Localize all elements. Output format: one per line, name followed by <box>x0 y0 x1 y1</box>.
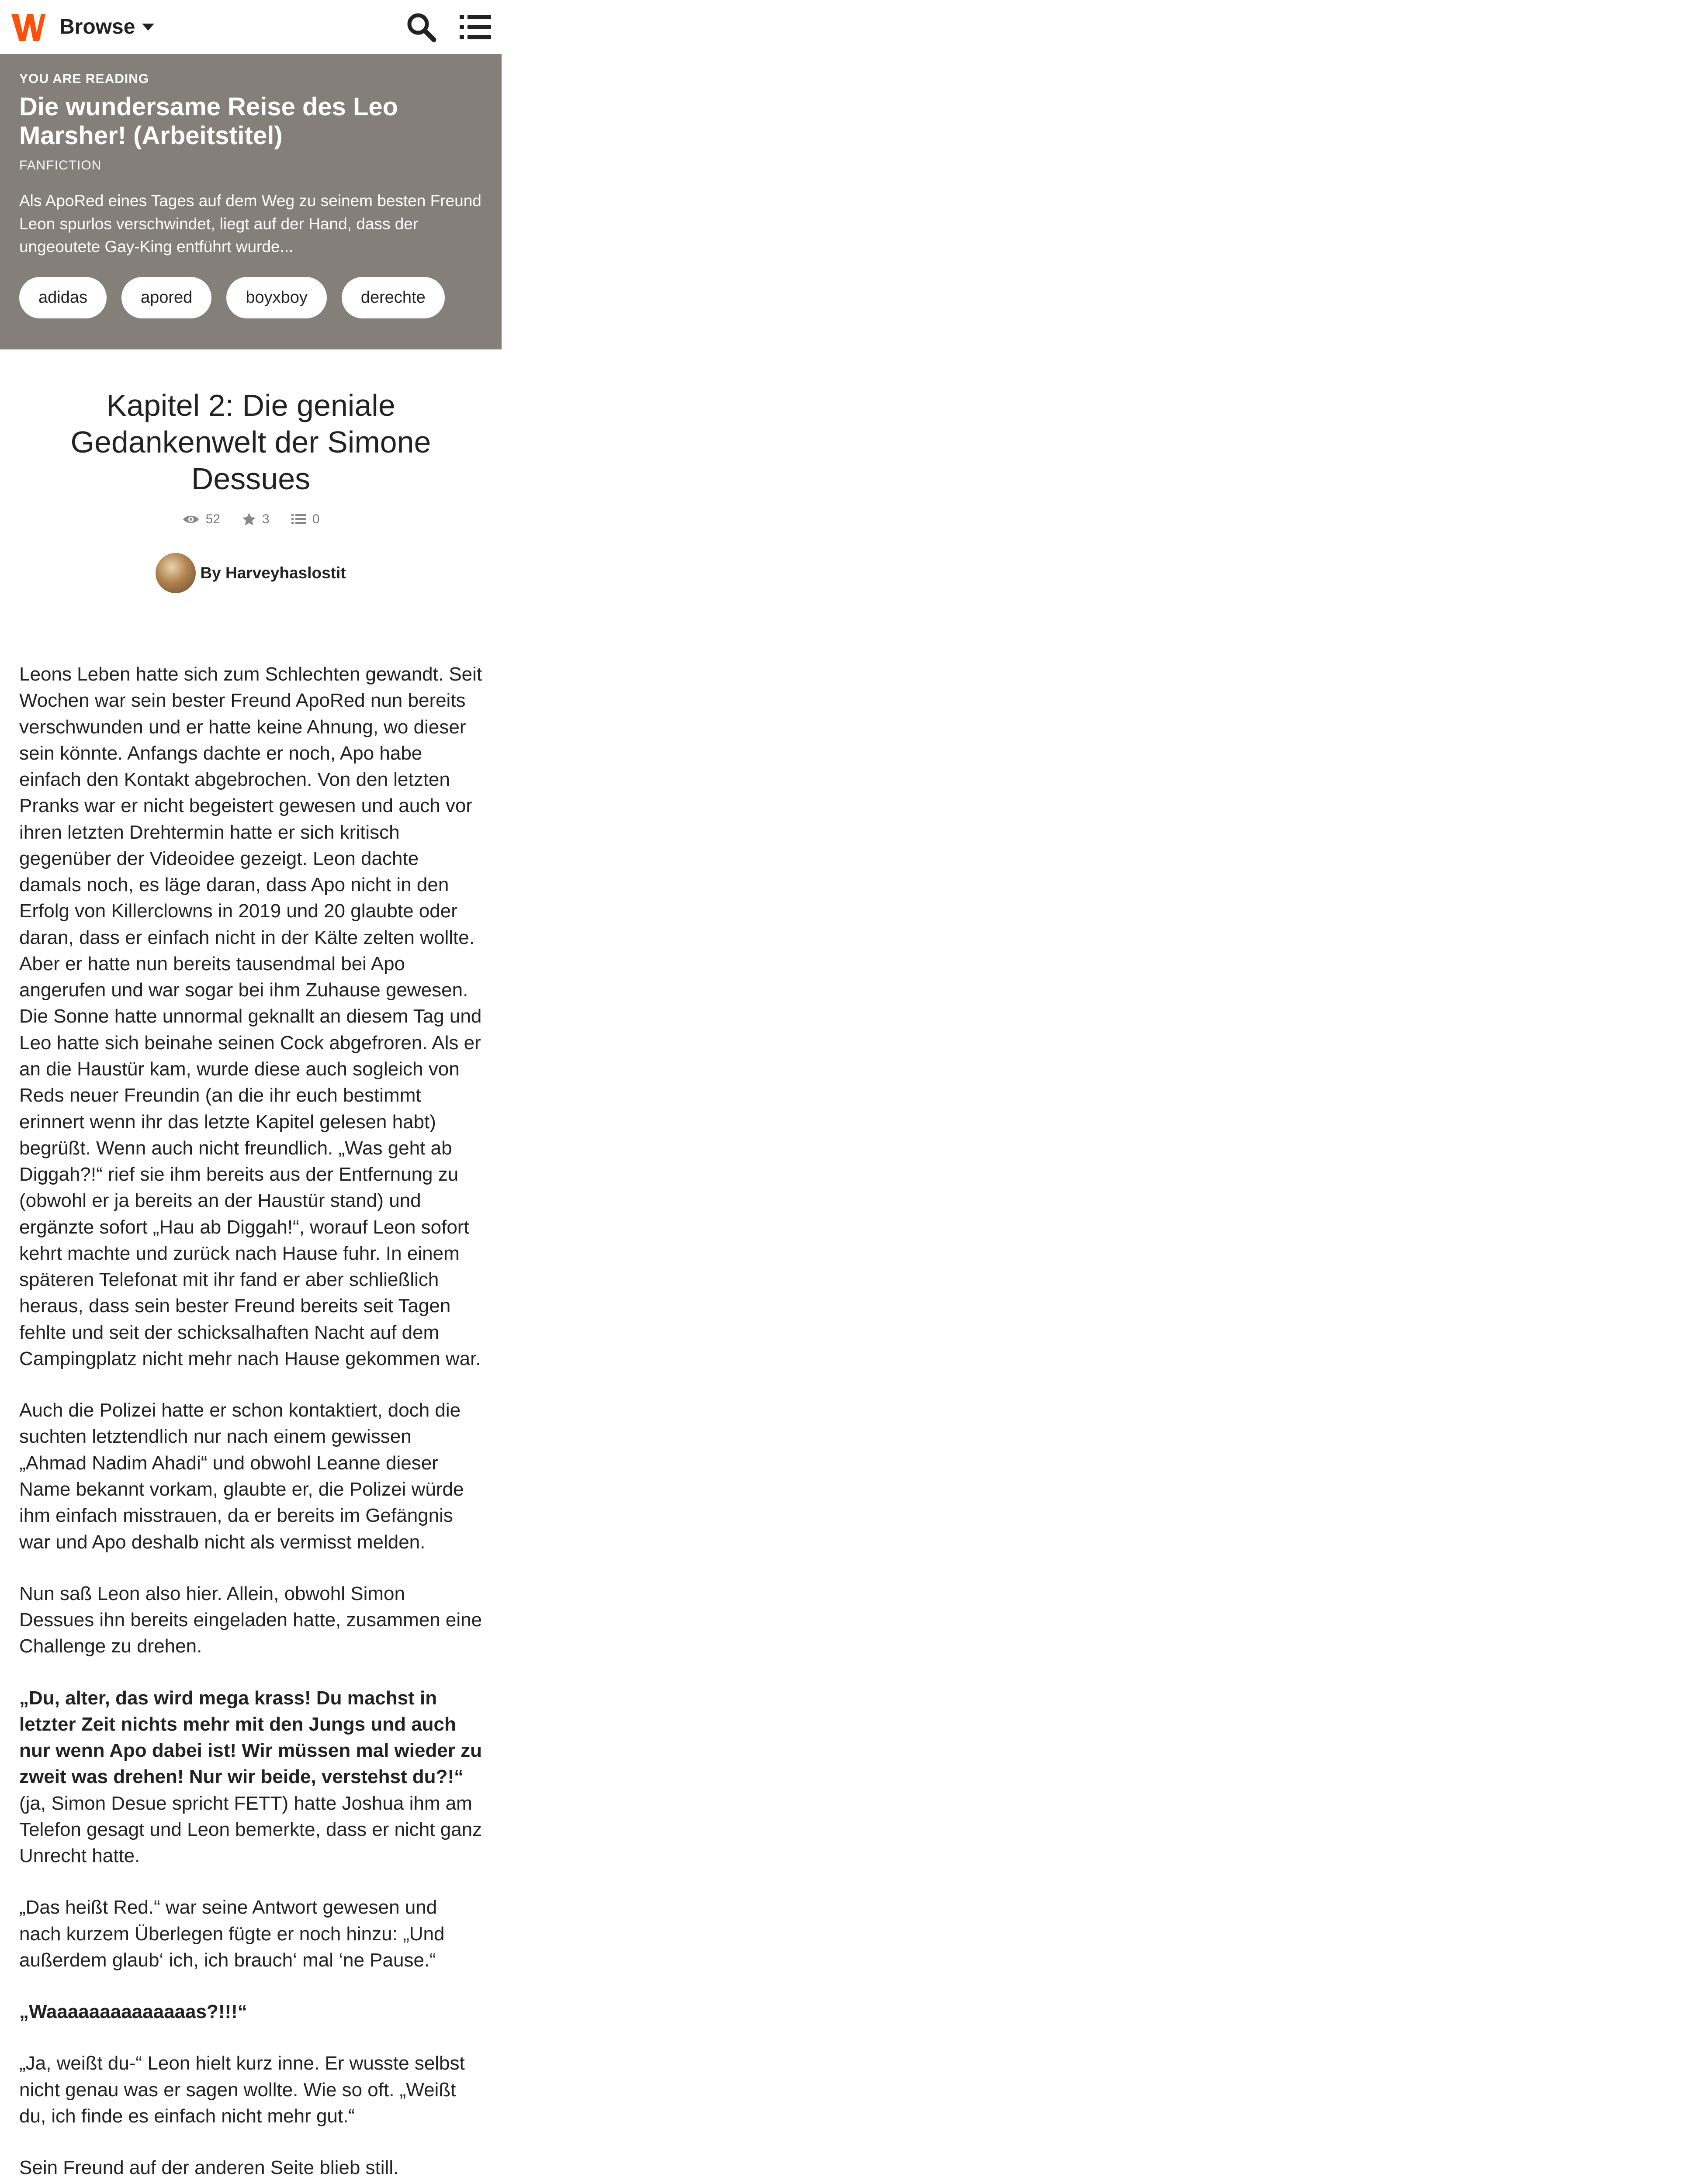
reads-count: 52 <box>205 512 220 526</box>
story-header <box>0 54 502 349</box>
browse-label: Browse <box>59 15 135 38</box>
you-are-reading-label: YOU ARE READING <box>19 72 149 86</box>
reads-stat <box>182 512 220 527</box>
story-paragraph: „Ja, weißt du-“ Leon hielt kurz inne. Er wusste selbst nicht genau was er sagen wollte. Wie so oft. „Weißt du, ich finde es einfach nicht mehr gut.“ <box>19 2053 465 2127</box>
story-category-link[interactable]: FANFICTION <box>19 158 102 173</box>
story-title-link[interactable]: Die wundersame Reise des Leo Marsher! (Arbeitstitel) <box>19 93 398 150</box>
chapter-title: Kapitel 2: Die geniale Gedankenwelt der Simone Dessues <box>70 388 431 496</box>
comments-stat <box>291 512 320 527</box>
votes-stat <box>242 512 270 527</box>
tag-chip[interactable]: derechte <box>342 277 445 318</box>
author-name: By Harveyhaslostit <box>200 564 346 582</box>
eye-icon <box>182 514 200 525</box>
top-actions <box>404 10 493 45</box>
comments-count: 0 <box>312 512 320 526</box>
top-nav-bar <box>0 0 502 54</box>
story-paragraph: „Das heißt Red.“ war seine Antwort gewesen und nach kurzem Überlegen fügte er noch hinzu: „Und außerdem glaub‘ ich, ich brauch‘ mal ‘ne Pause.“ <box>19 1897 445 1971</box>
tag-chip[interactable]: apored <box>121 277 211 318</box>
page <box>0 0 502 2184</box>
search-icon[interactable] <box>404 10 439 45</box>
story-paragraph: Auch die Polizei hatte er schon kontaktiert, doch die suchten letztendlich nur nach einem gewissen „Ahmad Nadim Ahadi“ und obwohl Leanne dieser Name bekannt vorkam, glaubte er, die Polizei würde ihm einfach misstrauen, da er bereits im Gefängnis war und Apo deshalb nicht als vermisst melden. <box>19 1400 464 1553</box>
tag-list <box>19 277 482 318</box>
table-of-contents-icon[interactable] <box>458 10 493 45</box>
votes-count: 3 <box>262 512 270 526</box>
browse-menu-button[interactable] <box>59 15 154 39</box>
chapter-header <box>0 349 502 593</box>
story-paragraph: „Waaaaaaaaaaaaaas?!!!“ <box>19 2001 247 2023</box>
star-icon <box>242 512 256 526</box>
chevron-down-icon <box>142 24 154 31</box>
story-paragraph: Sein Freund auf der anderen Seite blieb still. <box>19 2157 399 2179</box>
story-paragraph: Nun saß Leon also hier. Allein, obwohl Simon Dessues ihn bereits eingeladen hatte, zusammen eine Challenge zu drehen. <box>19 1583 482 1657</box>
author-link[interactable] <box>0 553 502 593</box>
list-icon <box>291 513 306 525</box>
story-paragraph: Leons Leben hatte sich zum Schlechten gewandt. Seit Wochen war sein bester Freund ApoRed nun bereits verschwunden und er hatte keine Ahnung, wo dieser sein könnte. Anfangs dachte er noch, Apo habe einfach den Kontakt abgebrochen. Von den letzten Pranks war er nicht begeistert gewesen und auch vor ihren letzten Drehtermin hatte er sich kritisch gegenüber der Videoidee gezeigt. Leon dachte damals noch, es läge daran, dass Apo nicht in den Erfolg von Killerclowns in 2019 und 20 glaubte oder daran, dass er einfach nicht in der Kälte zelten wollte. Aber er hatte nun bereits tausendmal bei Apo angerufen und war sogar bei ihm Zuhause gewesen. Die Sonne hatte unnormal geknallt an diesem Tag und Leo hatte sich beinahe seinen Cock abgefroren. Als er an die Haustür kam, wurde diese auch sogleich von Reds neuer Freundin (an die ihr euch bestimmt erinnert wenn ihr das letzte Kapitel gelesen habt) begrüßt. Wenn auch nicht freundlich. „Was geht ab Diggah?!“ rief sie ihm bereits aus der Entfernung zu (obwohl er ja bereits an der Haustür stand) und ergänzte sofort „Hau ab Diggah!“, worauf Leon sofort kehrt machte und zurück nach Hause fuhr. In einem späteren Telefonat mit ihr fand er aber schließlich heraus, dass sein bester Freund bereits seit Tagen fehlte und seit der schicksalhaften Nacht auf dem Campingplatz nicht mehr nach Hause gekommen war. <box>19 663 482 1369</box>
tag-chip[interactable]: boyxboy <box>226 277 327 318</box>
author-avatar[interactable] <box>156 553 196 593</box>
story-description: Als ApoRed eines Tages auf dem Weg zu seinem besten Freund Leon spurlos verschwindet, liegt auf der Hand, dass der ungeoutete Gay-King entführt wurde... <box>19 192 481 256</box>
chapter-stats <box>0 512 502 527</box>
tag-chip[interactable]: adidas <box>19 277 107 318</box>
chapter-text <box>0 593 502 2184</box>
wattpad-logo-icon[interactable] <box>9 8 47 46</box>
story-paragraph: „Du, alter, das wird mega krass! Du machst in letzter Zeit nichts mehr mit den Jungs und auch nur wenn Apo dabei ist! Wir müssen mal wieder zu zweit was drehen! Nur wir beide, verstehst du?!“ (ja, Simon Desue spricht FETT) hatte Joshua ihm am Telefon gesagt und Leon bemerkte, dass er nicht ganz Unrecht hatte. <box>19 1687 482 1867</box>
